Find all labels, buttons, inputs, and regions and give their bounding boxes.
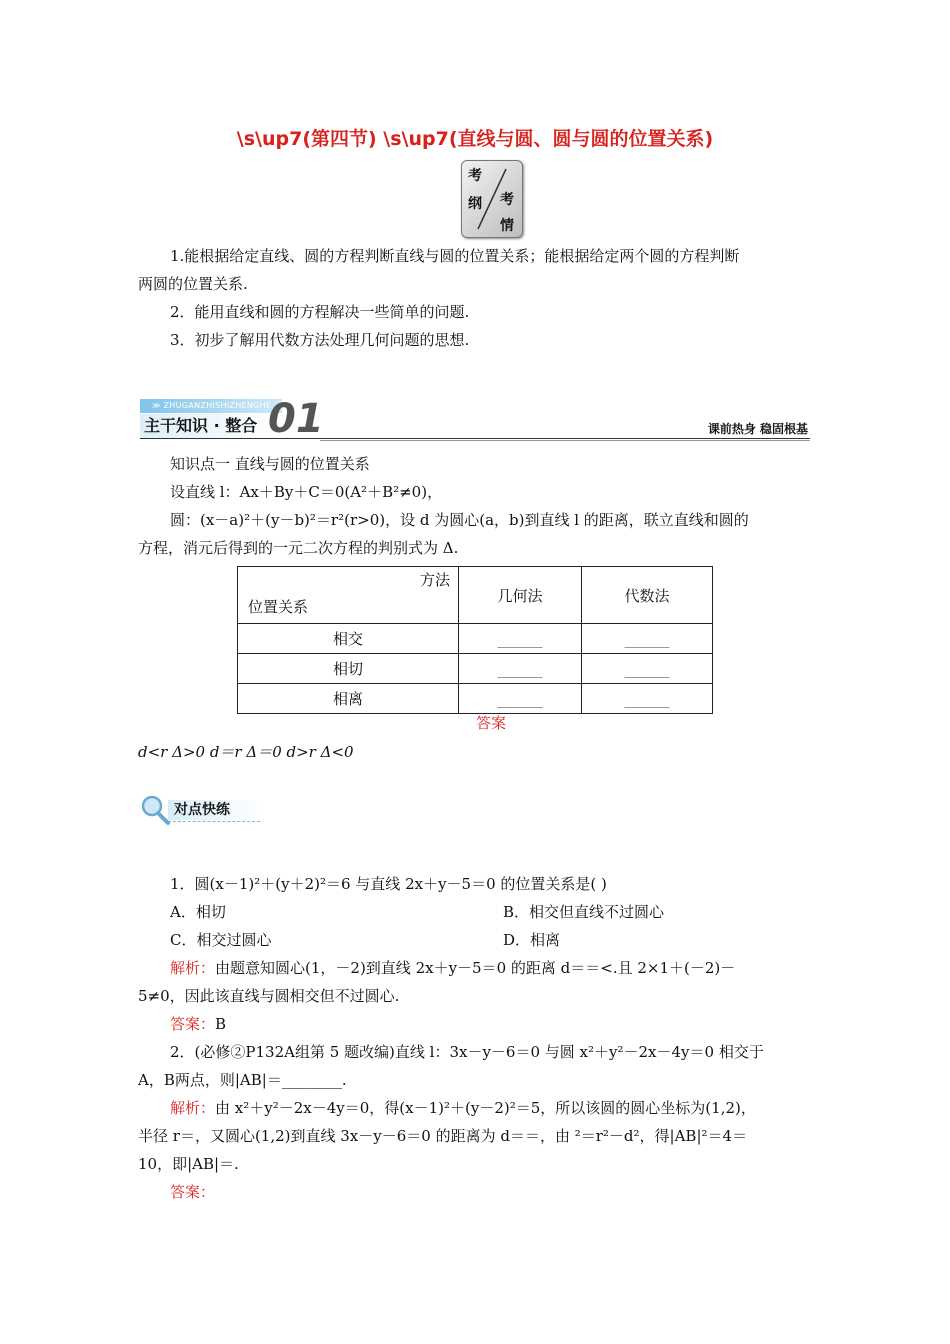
jiexi-label: 解析：: [170, 1099, 216, 1117]
blank-cell: ______: [582, 624, 713, 654]
kaogang-kaoqing-badge: [461, 160, 523, 238]
answer-label: 答案：: [170, 1183, 216, 1201]
badge-char: 考: [468, 168, 482, 184]
objective-3: 3．初步了解用代数方法处理几何问题的思想.: [170, 331, 470, 349]
row-label: 相交: [238, 624, 459, 654]
objective-2: 2．能用直线和圆的方程解决一些简单的问题.: [170, 303, 470, 321]
badge-char: 情: [500, 218, 514, 234]
badge-char: 考: [500, 192, 514, 208]
table-header-diagonal: [238, 567, 459, 624]
answer-label: 答案: [476, 714, 507, 732]
q2-stem-cont: A，B两点，则|AB|＝________.: [138, 1071, 347, 1089]
q2-stem: 2．(必修②P132A组第 5 题改编)直线 l：3x－y－6＝0 与圆 x²＋y²－2x－4y＝0 相交于: [170, 1043, 764, 1061]
q1-answer: [170, 1010, 850, 1038]
badge-char: 纲: [468, 196, 482, 212]
q2-answer: [170, 1178, 850, 1206]
position-relation-table: [237, 566, 713, 714]
knowledge-line: 圆：(x－a)²＋(y－b)²＝r²(r>0)，设 d 为圆心(a，b)到直线 l 的距离，联立直线和圆的: [170, 511, 749, 529]
answer-label: 答案：: [170, 1015, 216, 1033]
q1-option-b: B．相交但直线不过圆心: [503, 903, 665, 921]
banner-tagline: 课前热身 稳固根基: [707, 422, 808, 436]
knowledge-heading: 知识点一 直线与圆的位置关系: [170, 455, 370, 473]
header-relation: 位置关系: [248, 598, 309, 616]
objective-1-cont: 两圆的位置关系.: [138, 275, 248, 293]
row-label: 相切: [238, 654, 459, 684]
section-banner: [140, 396, 810, 442]
q1-solution-text: 由题意知圆心(1，－2)到直线 2x＋y－5＝0 的距离 d＝＝<.且 2×1＋(－2)－: [215, 959, 736, 977]
q1-solution-cont: 5≠0，因此该直线与圆相交但不过圆心.: [138, 987, 400, 1005]
quick-practice-title: 对点快练: [168, 800, 260, 820]
blank-cell: ______: [459, 684, 582, 714]
q1-answer-value: B: [215, 1015, 227, 1033]
header-geometric: 几何法: [459, 567, 582, 624]
q2-solution-text: 由 x²＋y²－2x－4y＝0，得(x－1)²＋(y－2)²＝5，所以该圆的圆心坐标为(1,2)，: [215, 1099, 756, 1117]
blank-cell: ______: [582, 654, 713, 684]
quick-practice-header: [140, 794, 260, 824]
blank-cell: ______: [582, 684, 713, 714]
q1-option-d: D．相离: [503, 931, 561, 949]
header-method: 方法: [419, 571, 450, 589]
jiexi-label: 解析：: [170, 959, 216, 977]
banner-pinyin: ≫ ZHUGANZHISHIZHENGHE: [140, 399, 282, 413]
quick-practice-underline: [168, 821, 260, 822]
blank-cell: ______: [459, 654, 582, 684]
banner-rule: [320, 440, 810, 441]
banner-number: 01: [268, 396, 324, 442]
q2-solution: [170, 1094, 850, 1122]
answer-line: d<r Δ>0 d＝r Δ＝0 d>r Δ<0: [138, 743, 354, 761]
blank-cell: ______: [459, 624, 582, 654]
q1-option-a: A．相切: [170, 903, 226, 921]
objective-1: 1.能根据给定直线、圆的方程判断直线与圆的位置关系；能根据给定两个圆的方程判断: [170, 247, 740, 265]
banner-rule: [140, 438, 810, 439]
knowledge-line: 设直线 l：Ax＋By＋C＝0(A²＋B²≠0)，: [170, 483, 443, 501]
header-algebraic: 代数法: [582, 567, 713, 624]
q2-solution-cont: 10，即|AB|＝.: [138, 1155, 239, 1173]
q1-option-c: C．相交过圆心: [170, 931, 272, 949]
q1-solution: [170, 954, 850, 982]
page-title: \s\up7(第四节) \s\up7(直线与圆、圆与圆的位置关系): [236, 128, 714, 150]
q1-stem: 1．圆(x－1)²＋(y＋2)²＝6 与直线 2x＋y－5＝0 的位置关系是( ): [170, 875, 607, 893]
row-label: 相离: [238, 684, 459, 714]
banner-title: 主干知识 · 整合: [140, 414, 274, 438]
q2-solution-cont: 半径 r＝，又圆心(1,2)到直线 3x－y－6＝0 的距离为 d＝＝，由 ²＝r²－d²，得|AB|²＝4＝: [138, 1127, 748, 1145]
knowledge-line: 方程，消元后得到的一元二次方程的判别式为 Δ.: [138, 539, 459, 557]
